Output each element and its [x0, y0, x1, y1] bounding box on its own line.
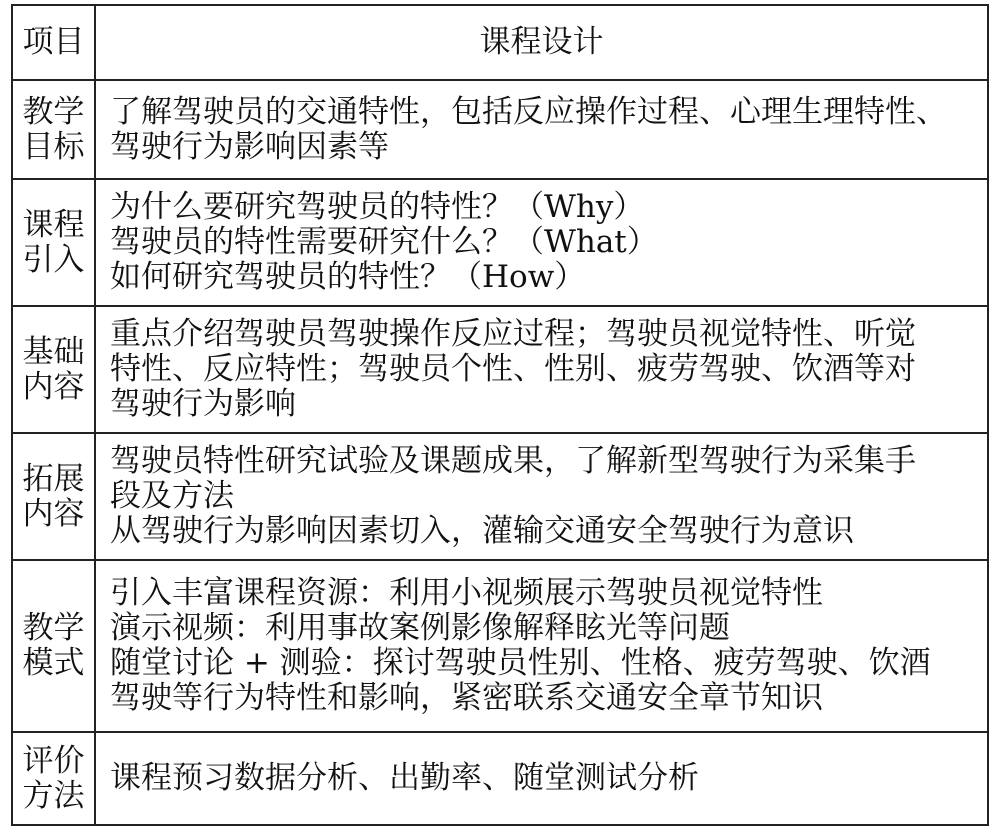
- row-content: [95, 179, 988, 306]
- row-label-line: 内容: [22, 495, 85, 532]
- header-item-cell: 项目: [12, 5, 95, 80]
- table-row-evaluation-method: [12, 732, 988, 825]
- content-line: 驾驶等行为特性和影响，紧密联系交通安全章节知识: [110, 680, 823, 716]
- content-line: 特性、反应特性；驾驶员个性、性别、疲劳驾驶、饮酒等对: [110, 351, 916, 387]
- course-design-table-wrapper: [11, 4, 989, 826]
- row-label: [12, 560, 95, 732]
- row-content: [95, 433, 988, 560]
- content-line: 重点介绍驾驶员驾驶操作反应过程；驾驶员视觉特性、听觉: [110, 316, 916, 352]
- table-row-teaching-mode: [12, 560, 988, 732]
- row-content: [95, 560, 988, 732]
- row-label: [12, 433, 95, 560]
- row-label-line: 目标: [22, 128, 85, 165]
- content-line: 演示视频：利用事故案例影像解释眩光等问题: [110, 610, 730, 646]
- content-line: 了解驾驶员的交通特性，包括反应操作过程、心理生理特性、: [110, 93, 947, 130]
- content-line: 驾驶员的特性需要研究什么？（What）: [110, 224, 658, 260]
- row-label-line: 教学: [22, 93, 85, 130]
- table-row-basic-content: [12, 306, 988, 433]
- content-line: 随堂讨论 + 测验：探讨驾驶员性别、性格、疲劳驾驶、饮酒: [110, 645, 931, 681]
- content-line: 从驾驶行为影响因素切入，灌输交通安全驾驶行为意识: [110, 513, 854, 549]
- content-line: 段及方法: [110, 478, 234, 514]
- row-label: [12, 179, 95, 306]
- row-label: [12, 732, 95, 825]
- row-label-line: 评价: [22, 742, 85, 779]
- content-line: 如何研究驾驶员的特性？（How）: [110, 259, 586, 295]
- row-label-line: 拓展: [22, 460, 85, 497]
- row-content: [95, 306, 988, 433]
- content-line: 驾驶员特性研究试验及课题成果，了解新型驾驶行为采集手: [110, 443, 916, 479]
- content-line: 引入丰富课程资源：利用小视频展示驾驶员视觉特性: [110, 575, 823, 611]
- row-label-line: 内容: [22, 368, 85, 405]
- content-line: 驾驶行为影响: [110, 386, 296, 422]
- content-line: 为什么要研究驾驶员的特性？（Why）: [110, 189, 645, 225]
- table-row-extended-content: [12, 433, 988, 560]
- table-row-course-intro: [12, 179, 988, 306]
- table-row-teaching-goal: [12, 80, 988, 179]
- row-label-line: 引入: [22, 241, 85, 278]
- content-line: 驾驶行为影响因素等: [110, 128, 389, 165]
- row-label: [12, 306, 95, 433]
- course-design-table: [11, 4, 989, 826]
- row-label-line: 教学: [22, 610, 85, 646]
- content-line: 课程预习数据分析、出勤率、随堂测试分析: [110, 760, 699, 796]
- row-label-line: 方法: [22, 777, 85, 814]
- header-design-cell: 课程设计: [95, 5, 988, 80]
- row-content: [95, 732, 988, 825]
- row-label: [12, 80, 95, 179]
- row-label-line: 模式: [22, 645, 85, 681]
- row-label-line: 基础: [22, 333, 85, 370]
- table-header-row: [12, 5, 988, 80]
- row-content: [95, 80, 988, 179]
- row-label-line: 课程: [22, 206, 85, 243]
